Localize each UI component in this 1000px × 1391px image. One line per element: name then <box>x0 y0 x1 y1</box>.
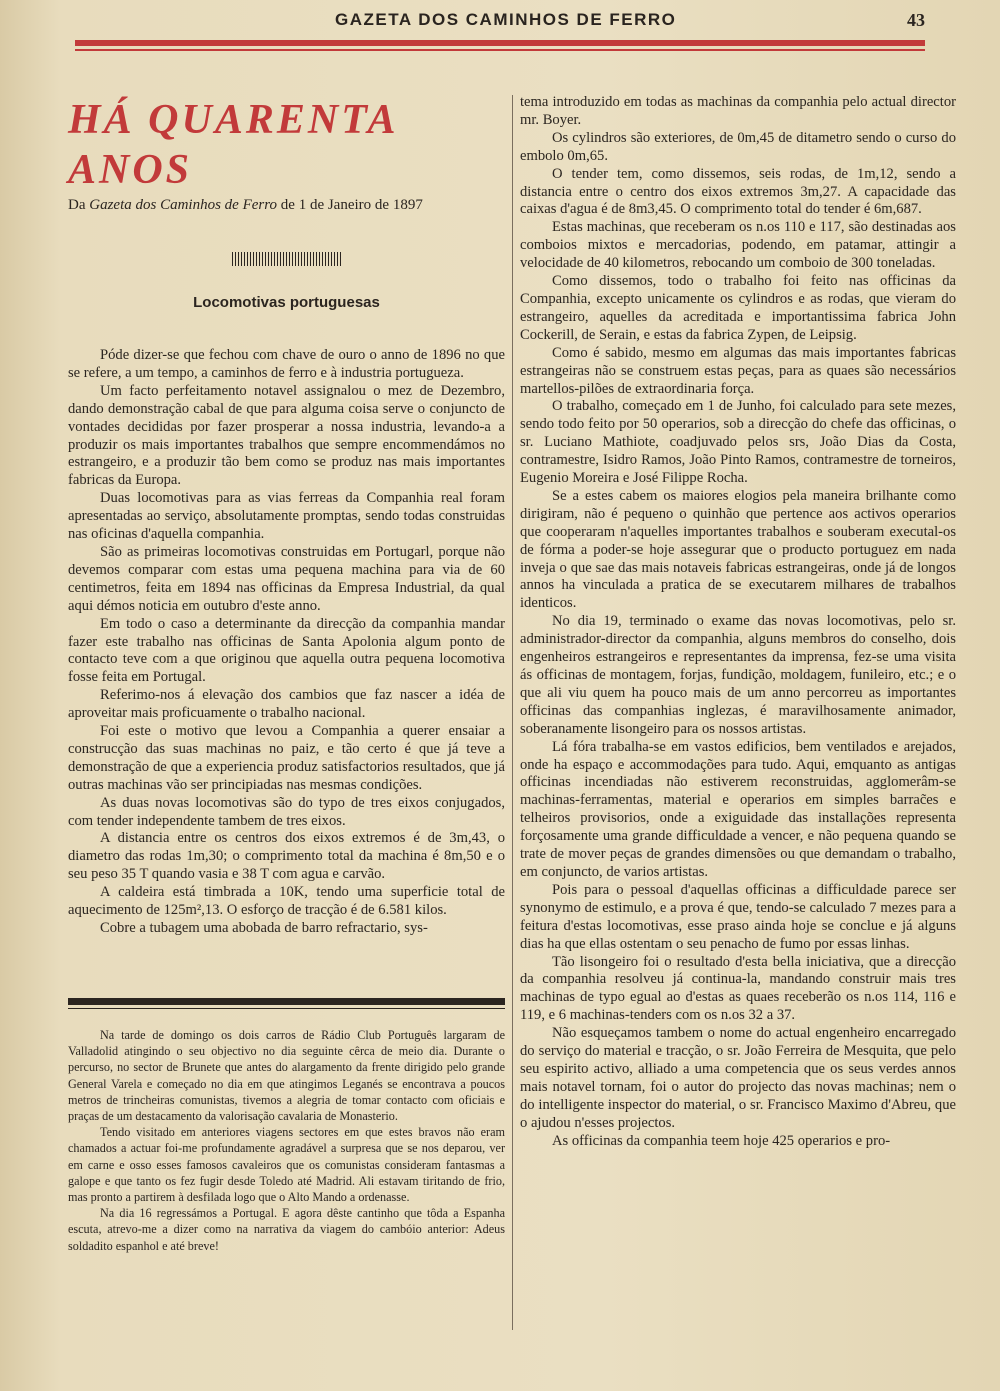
paragraph: Estas machinas, que receberam os n.os 110 e 117, são destinadas aos comboios mixtos e mercadorias, podendo, em patamar, attingir a velocidade de 40 kilometros, rebocando um comboio de 300 toneladas. <box>520 219 956 272</box>
paragraph: Não esqueçamos tambem o nome do actual engenheiro encarregado do serviço do material e tracção, o sr. João Ferreira de Mesquita, que pelo seu espirito activo, alliado a uma competencia que os seus verdes annos mais notavel tornam, foi o autor do projecto das novas machinas; nem o do intelligente inspector do material, o sr. Francisco Maximo d'Abreu, que o ajudou n'esses projectos. <box>520 1025 956 1131</box>
paragraph: No dia 19, terminado o exame das novas locomotivas, pelo sr. administrador-director da companhia, alguns membros do conselho, dois engenheiros estrangeiros e representantes da imprensa, fez-se uma visita ás officinas de montagem, forjas, fundição, moldagem, funileiro, etc.; e o que ali viu quem ha pouco mais de um anno percorreu as importantes officinas das companhias inglezas, é maravilhosamente animador, soberanamente lisongeiro para os nossos artistas. <box>520 613 956 737</box>
paragraph: Lá fóra trabalha-se em vastos edificios, bem ventilados e arejados, onde ha espaço e accommodações para tudo. Aqui, emquanto as antigas officinas incendiadas não estiverem reconstruidas, agglomerâm-se machinas-ferramentas, material e operarios em simples barrac̃es e telheiros provisorios, onde a exiguidade das installações representa forçosamente uma grande difficuldade a vencer, e não pequena quando se trate de mover peças de grandes dimensões ou que demandam o trabalho, em conjuncto, de varios artistas. <box>520 738 956 880</box>
header-rule-thin <box>75 49 925 51</box>
paragraph: O tender tem, como dissemos, seis rodas, de 1m,12, sendo a distancia entre o centro dos eixos extremos 3m,27. A capacidade das caixas d'agua é de 8m3,45. O comprimento total do tender é 6m,687. <box>520 165 956 218</box>
left-column <box>68 95 505 938</box>
article-source <box>68 197 505 214</box>
paragraph: Os cylindros são exteriores, de 0m,45 de ditametro sendo o curso do embolo 0m,65. <box>520 129 956 164</box>
paragraph: São as primeiras locomotivas construidas em Portugarl, porque não devemos comparar com estas uma pequena machina para via de 60 centimetros, feita em 1894 nas officinas da Empresa Industrial, da qual aqui démos noticia em outubro d'este anno. <box>68 543 505 614</box>
paragraph: Póde dizer-se que fechou com chave de ouro o anno de 1896 no que se refere, a um tempo, a caminhos de ferro e à industria portugueza. <box>68 347 505 381</box>
paragraph: Um facto perfeitamento notavel assignalou o mez de Dezembro, dando demonstração cabal de que para alguma coisa serve o conjuncto de vontades decididas por fazer prosperar a nossa industria, levando-a a produzir os mais importantes trabalhos que sempre encommendámos no estrangeiro, e a produzir tão bem como se produz nas mais importantes fabricas da Europa. <box>68 382 505 489</box>
paragraph: O trabalho, começado em 1 de Junho, foi calculado para sete mezes, sendo todo feito por 50 operarios, sob a direcção do chefe das officinas, o sr. Luciano Mathiote, coadjuvado pelos srs, João Dias da Costa, contramestre, Isidro Ramos, João Pinto Ramos, contramestre de torneiros, Eugenio Moreira e José Filippe Rocha. <box>520 398 956 487</box>
paragraph: Referimo-nos á elevação dos cambios que faz nascer a idéa de aproveitar mais proficuamente o trabalho nacional. <box>68 687 505 722</box>
paragraph: As duas novas locomotivas são do typo de tres eixos conjugados, com tender independente tambem de tres eixos. <box>68 794 505 829</box>
page-header <box>75 8 925 34</box>
source-prefix: Da <box>68 197 90 213</box>
source-publication: Gazeta dos Caminhos de Ferro <box>89 197 278 213</box>
header-rule-thick <box>75 40 925 46</box>
paragraph: Como dissemos, todo o trabalho foi feito nas officinas da Companhia, excepto unicamente os cylindros e as rodas, que vieram do estrangeiro, aquelles da acreditada e importantissima fabrica John Cockerill, de Serain, e estas da fabrica Zypen, de Leipsig. <box>520 273 956 343</box>
separator-thin <box>68 1008 505 1009</box>
separator-thick <box>68 998 505 1005</box>
paragraph: Cobre a tubagem uma abobada de barro refractario, sys- <box>100 920 428 936</box>
paragraph: Em todo o caso a determinante da direcção da companhia mandar fazer este trabalho nas officinas de Santa Apolonia algum ponto de contacto teve com a que originou que aquella outra pequena locomotiva fosse feita em Portugal. <box>68 615 505 686</box>
paragraph: As officinas da companhia teem hoje 425 operarios e pro- <box>552 1132 891 1149</box>
paragraph: A caldeira está timbrada a 10K, tendo uma superficie total de aquecimento de 125m²,13. O esforço de tracção é de 6.581 kilos. <box>68 884 505 919</box>
paragraph: A distancia entre os centros dos eixos extremos é de 3m,43, o diametro das rodas 1m,30; o comprimento total da machina é 8m,50 e o seu peso 35 T quando vasia e 38 T com agua e carvão. <box>68 830 505 883</box>
paragraph: Tendo visitado em anteriores viagens sectores em que estes bravos não eram chamados a actuar foi-me profundamente agradável a surpresa que se nos deparou, ver em carne e osso esses famosos cavaleiros que os comunistas consideram fantasmas a galope e que tanto os fez fugir desde Toledo até Madrid. Ali estavam tiritando de frio, mas pronto a partirem à desfilada logo que o Alto Mando a ordenasse. <box>68 1125 505 1205</box>
paragraph: Tão lisongeiro foi o resultado d'esta bella iniciativa, que a direcção da companhia resolveu já continua-la, mandando construir mais tres machinas de typo egual ao d'estas as quaes receberão os n.os 114, 116 e 119, e 6 machinas-tenders com os n.os 32 a 37. <box>520 953 956 1024</box>
right-article-body <box>520 94 956 1150</box>
section-title: Locomotivas portuguesas <box>193 294 380 311</box>
paragraph: Se a estes cabem os maiores elogios pela maneira brilhante como dirigiram, não é pequeno o quinhão que pertence aos activos operarios que cooperaram n'aquelles importantes trabalhos e souberam executal-os de fórma a poder-se hoje assegurar que o producto portuguez em nada inveja o que sae das mais notaveis fabricas estrangeiras, onde já de longos annos ha vinculada a pratica de se executarem milhares de trabalhos identicos. <box>520 487 956 612</box>
left-article-body <box>68 347 505 938</box>
paragraph: Duas locomotivas para as vias ferreas da Companhia real foram apresentadas ao serviço, absolutamente promptas, sendo todas construidas nas oficinas d'aquella companhia. <box>68 490 505 543</box>
column-divider <box>512 95 513 1330</box>
paragraph: Pois para o pessoal d'aquellas officinas a difficuldade parece ser synonymo de estimulo, e a prova é que, tendo-se calculado 7 mezes para a feitura d'estas locomotivas, esse praso ainda hoje se conclue e já alguns dias ha que ellas ostentam o seu penacho de fumo por essas linhas. <box>520 881 956 952</box>
paragraph: Na dia 16 regressámos a Portugal. E agora dêste cantinho que tôda a Espanha escuta, atrevo-me a dizer como na narrativa da viagem do cambóio anterior: Adeus soldadito espanhol e até breve! <box>68 1206 505 1253</box>
publication-title: GAZETA DOS CAMINHOS DE FERRO <box>335 10 677 29</box>
radio-club-notice <box>68 1027 505 1254</box>
paragraph: Foi este o motivo que levou a Companhia a querer ensaiar a construcção das suas machinas no paiz, e tão certo é que já teve a demonstração de que a experiencia produz satisfactorios resultados, que já outras machinas vão ser principiadas nas mesmas condições. <box>68 723 505 793</box>
page-number: 43 <box>907 10 925 30</box>
source-suffix: de 1 de Janeiro de 1897 <box>277 197 423 213</box>
ornament-divider <box>232 252 342 266</box>
continuation-paragraph: tema introduzido em todas as machinas da companhia pelo actual director mr. Boyer. <box>520 94 956 128</box>
right-column <box>520 94 956 1150</box>
paragraph: Na tarde de domingo os dois carros de Rádio Club Português largaram de Valladolid atingindo o seu objectivo no dia seguinte cêrca de meio dia. Durante o percurso, no sector de Brunete que antes do alargamento da frente dirigido pelo grande General Varela e começado no dia em que atingimos Leganés se encontrava a poucos metros de trincheiras comunistas, tivemos a alegria de tomar contacto com oficiais e praças de um destacamento da valorisação cavalaria de Monasterio. <box>68 1028 505 1124</box>
article-headline: HÁ QUARENTA ANOS <box>68 97 397 193</box>
paragraph: Como é sabido, mesmo em algumas das mais importantes fabricas estrangeiras não se construem estas peças, para as quaes são necessários martellos-pilões de extraordinaria força. <box>520 344 956 397</box>
